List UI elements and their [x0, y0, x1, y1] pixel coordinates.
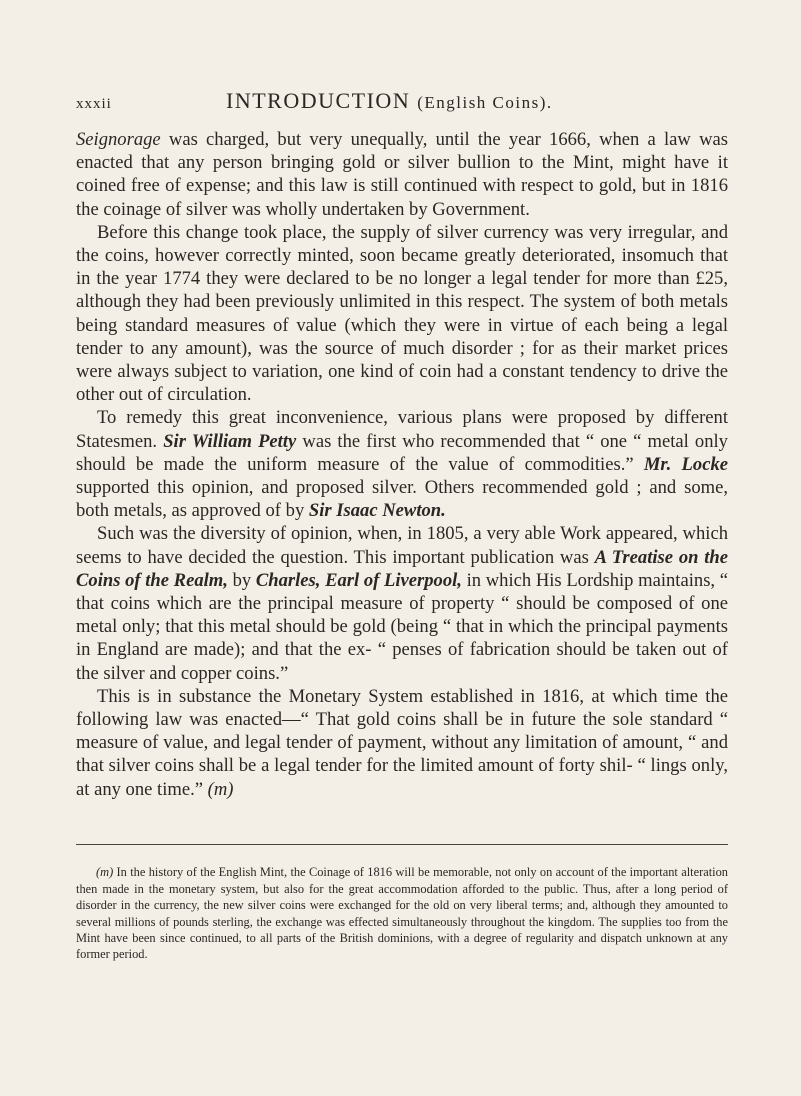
paragraph-text: was charged, but very unequally, until the year 1666, when a law was enacted that any person bringing gold or silver bullion to the Mint, might have it coined free of expense; and this law is still continued with respect to gold, but in 1816 the coinage of silver was wholly undertaken by Government.: [76, 129, 728, 220]
paragraph-text: in which His Lordship maintains, “ that coins which are the principal measure of property “ should be composed of one metal only; that this metal should be gold (being “ that in which the principal payments in England are made); and that the ex- “ penses of fabrication should be taken out of the silver and copper coins.”: [76, 569, 728, 684]
name-locke: Mr. Locke: [643, 453, 728, 475]
name-earl-of-liverpool: Charles, Earl of Liverpool,: [255, 569, 462, 591]
footnote: [76, 864, 728, 962]
page-header: [76, 88, 726, 118]
paragraph-remedy: [76, 406, 728, 522]
body-text: [76, 128, 728, 801]
paragraph-text: This is in substance the Monetary System established in 1816, at which time the following law was enacted—“ That gold coins shall be in future the sole standard “ measure of value, and legal tender of payment, without any limitation of amount, “ and that silver coins shall be a legal tender for the limited amount of forty shil- “ lings only, at any one time.”: [76, 685, 728, 800]
footnote-rule: [76, 844, 728, 845]
paragraph-text: was the first who recommended that “ one “ metal only should be made the uniform measure of the value of commodities.”: [76, 430, 728, 475]
paragraph-text: To remedy this great inconvenience, various plans were proposed by different Statesmen.: [76, 407, 728, 452]
footnote-marker: (m): [96, 865, 114, 880]
paragraph-treatise: [76, 522, 728, 684]
paragraph-silver-currency: Before this change took place, the supply of silver currency was very irregular, and the coins, however correctly minted, soon became greatly deteriorated, insomuch that in the year 1774 they were declared to be no longer a legal tender for more than £25, although they had been previously unlimited in this respect. The system of both metals being standard measures of value (which they were in virtue of each being a legal tender to any amount), was the source of much disorder ; for as their market prices were always subject to variation, one kind of coin had a constant tendency to drive the other out of circulation.: [76, 221, 728, 406]
running-head-sub: (English Coins).: [417, 93, 553, 112]
footnote-reference: (m): [207, 778, 234, 800]
paragraph-monetary-system: [76, 685, 728, 801]
running-head-main: INTRODUCTION: [226, 88, 411, 113]
running-head: [226, 88, 553, 114]
paragraph-text: supported this opinion, and proposed silver. Others recommended gold ; and some, both metals, as approved of by: [76, 477, 728, 522]
paragraph-seignorage: [76, 128, 728, 221]
footnote-text: In the history of the English Mint, the Coinage of 1816 will be memorable, not only on account of the important alteration then made in the monetary system, but also for the great accommodation afforded to the public. Thus, after a long period of disorder in the currency, the new silver coins were exchanged for the old on very liberal terms; and, although they amounted to several millions of pounds sterling, the exchange was effected simultaneously throughout the kingdom. The supplies too from the Mint have been since continued, to all parts of the British dominions, with a degree of regularity and dispatch unknown at any former period.: [76, 865, 728, 962]
name-william-petty: Sir William Petty: [163, 430, 297, 452]
paragraph-text: Such was the diversity of opinion, when, in 1805, a very able Work appeared, which seems to have decided the question. This important publication was: [76, 523, 728, 568]
paragraph-text: by: [227, 569, 256, 591]
name-isaac-newton: Sir Isaac Newton.: [308, 500, 446, 522]
title-treatise: A Treatise on the Coins of the Realm,: [76, 546, 729, 591]
term-seignorage: Seignorage: [76, 129, 161, 150]
page-number: xxxii: [76, 96, 112, 112]
